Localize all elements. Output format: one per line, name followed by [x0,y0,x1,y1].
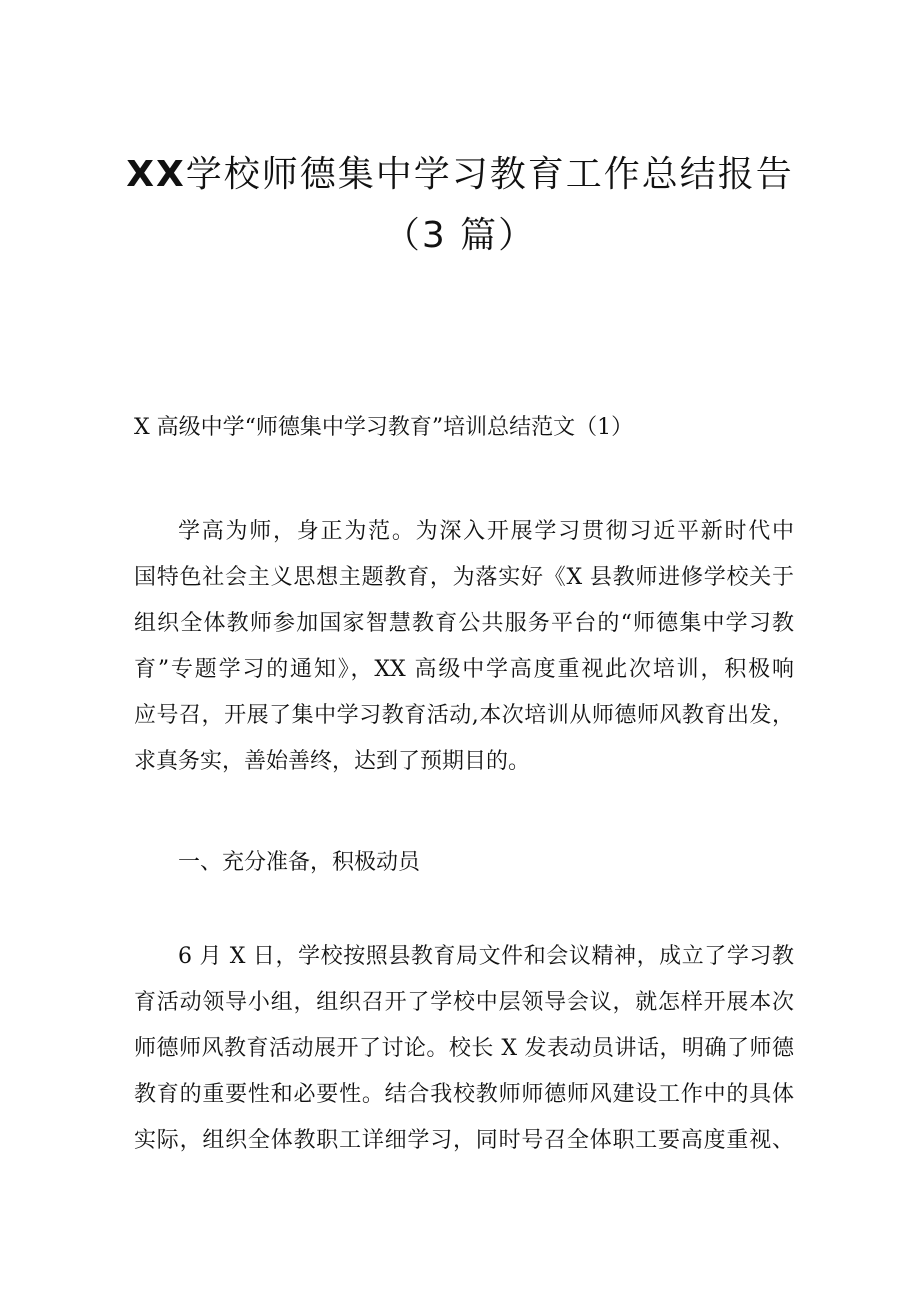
paragraph-section-1 [134,934,794,1164]
document-title-count: （3 篇） [383,215,537,256]
paragraph-line: 育活动领导小组，组织召开了学校中层领导会议，就怎样开展本次 [134,990,794,1015]
paragraph-line: 求真务实，善始善终，达到了预期目的。 [134,749,531,774]
section-subtitle: X 高级中学“师德集中学习教育”培训总结范文（1） [134,415,634,440]
paragraph-line: 教育的重要性和必要性。结合我校教师师德师风建设工作中的具体 [134,1082,794,1107]
paragraph-line: 师德师风教育活动展开了讨论。校长 X 发表动员讲话，明确了师德 [134,1036,794,1061]
paragraph-line: 实际，组织全体教职工详细学习，同时号召全体职工要高度重视、 [134,1128,794,1153]
document-title [0,146,920,197]
paragraph-line: 学高为师，身正为范。为深入开展学习贯彻习近平新时代中 [178,519,794,544]
title-main: 学校师德集中学习教育工作总结报告 [185,154,794,195]
paragraph-line: 6 月 X 日，学校按照县教育局文件和会议精神，成立了学习教 [178,944,794,969]
title-prefix: XX [126,154,186,195]
paragraph-line: 育”专题学习的通知》，XX 高级中学高度重视此次培训，积极响 [134,657,794,682]
section-heading-1: 一、充分准备，积极动员 [178,850,421,875]
paragraph-line: 组织全体教师参加国家智慧教育公共服务平台的“师德集中学习教 [134,611,794,636]
paragraph-line: 应号召，开展了集中学习教育活动,本次培训从师德师风教育出发， [134,703,794,728]
paragraph-intro [134,509,794,785]
paragraph-line: 国特色社会主义思想主题教育，为落实好《X 县教师进修学校关于 [134,565,794,590]
